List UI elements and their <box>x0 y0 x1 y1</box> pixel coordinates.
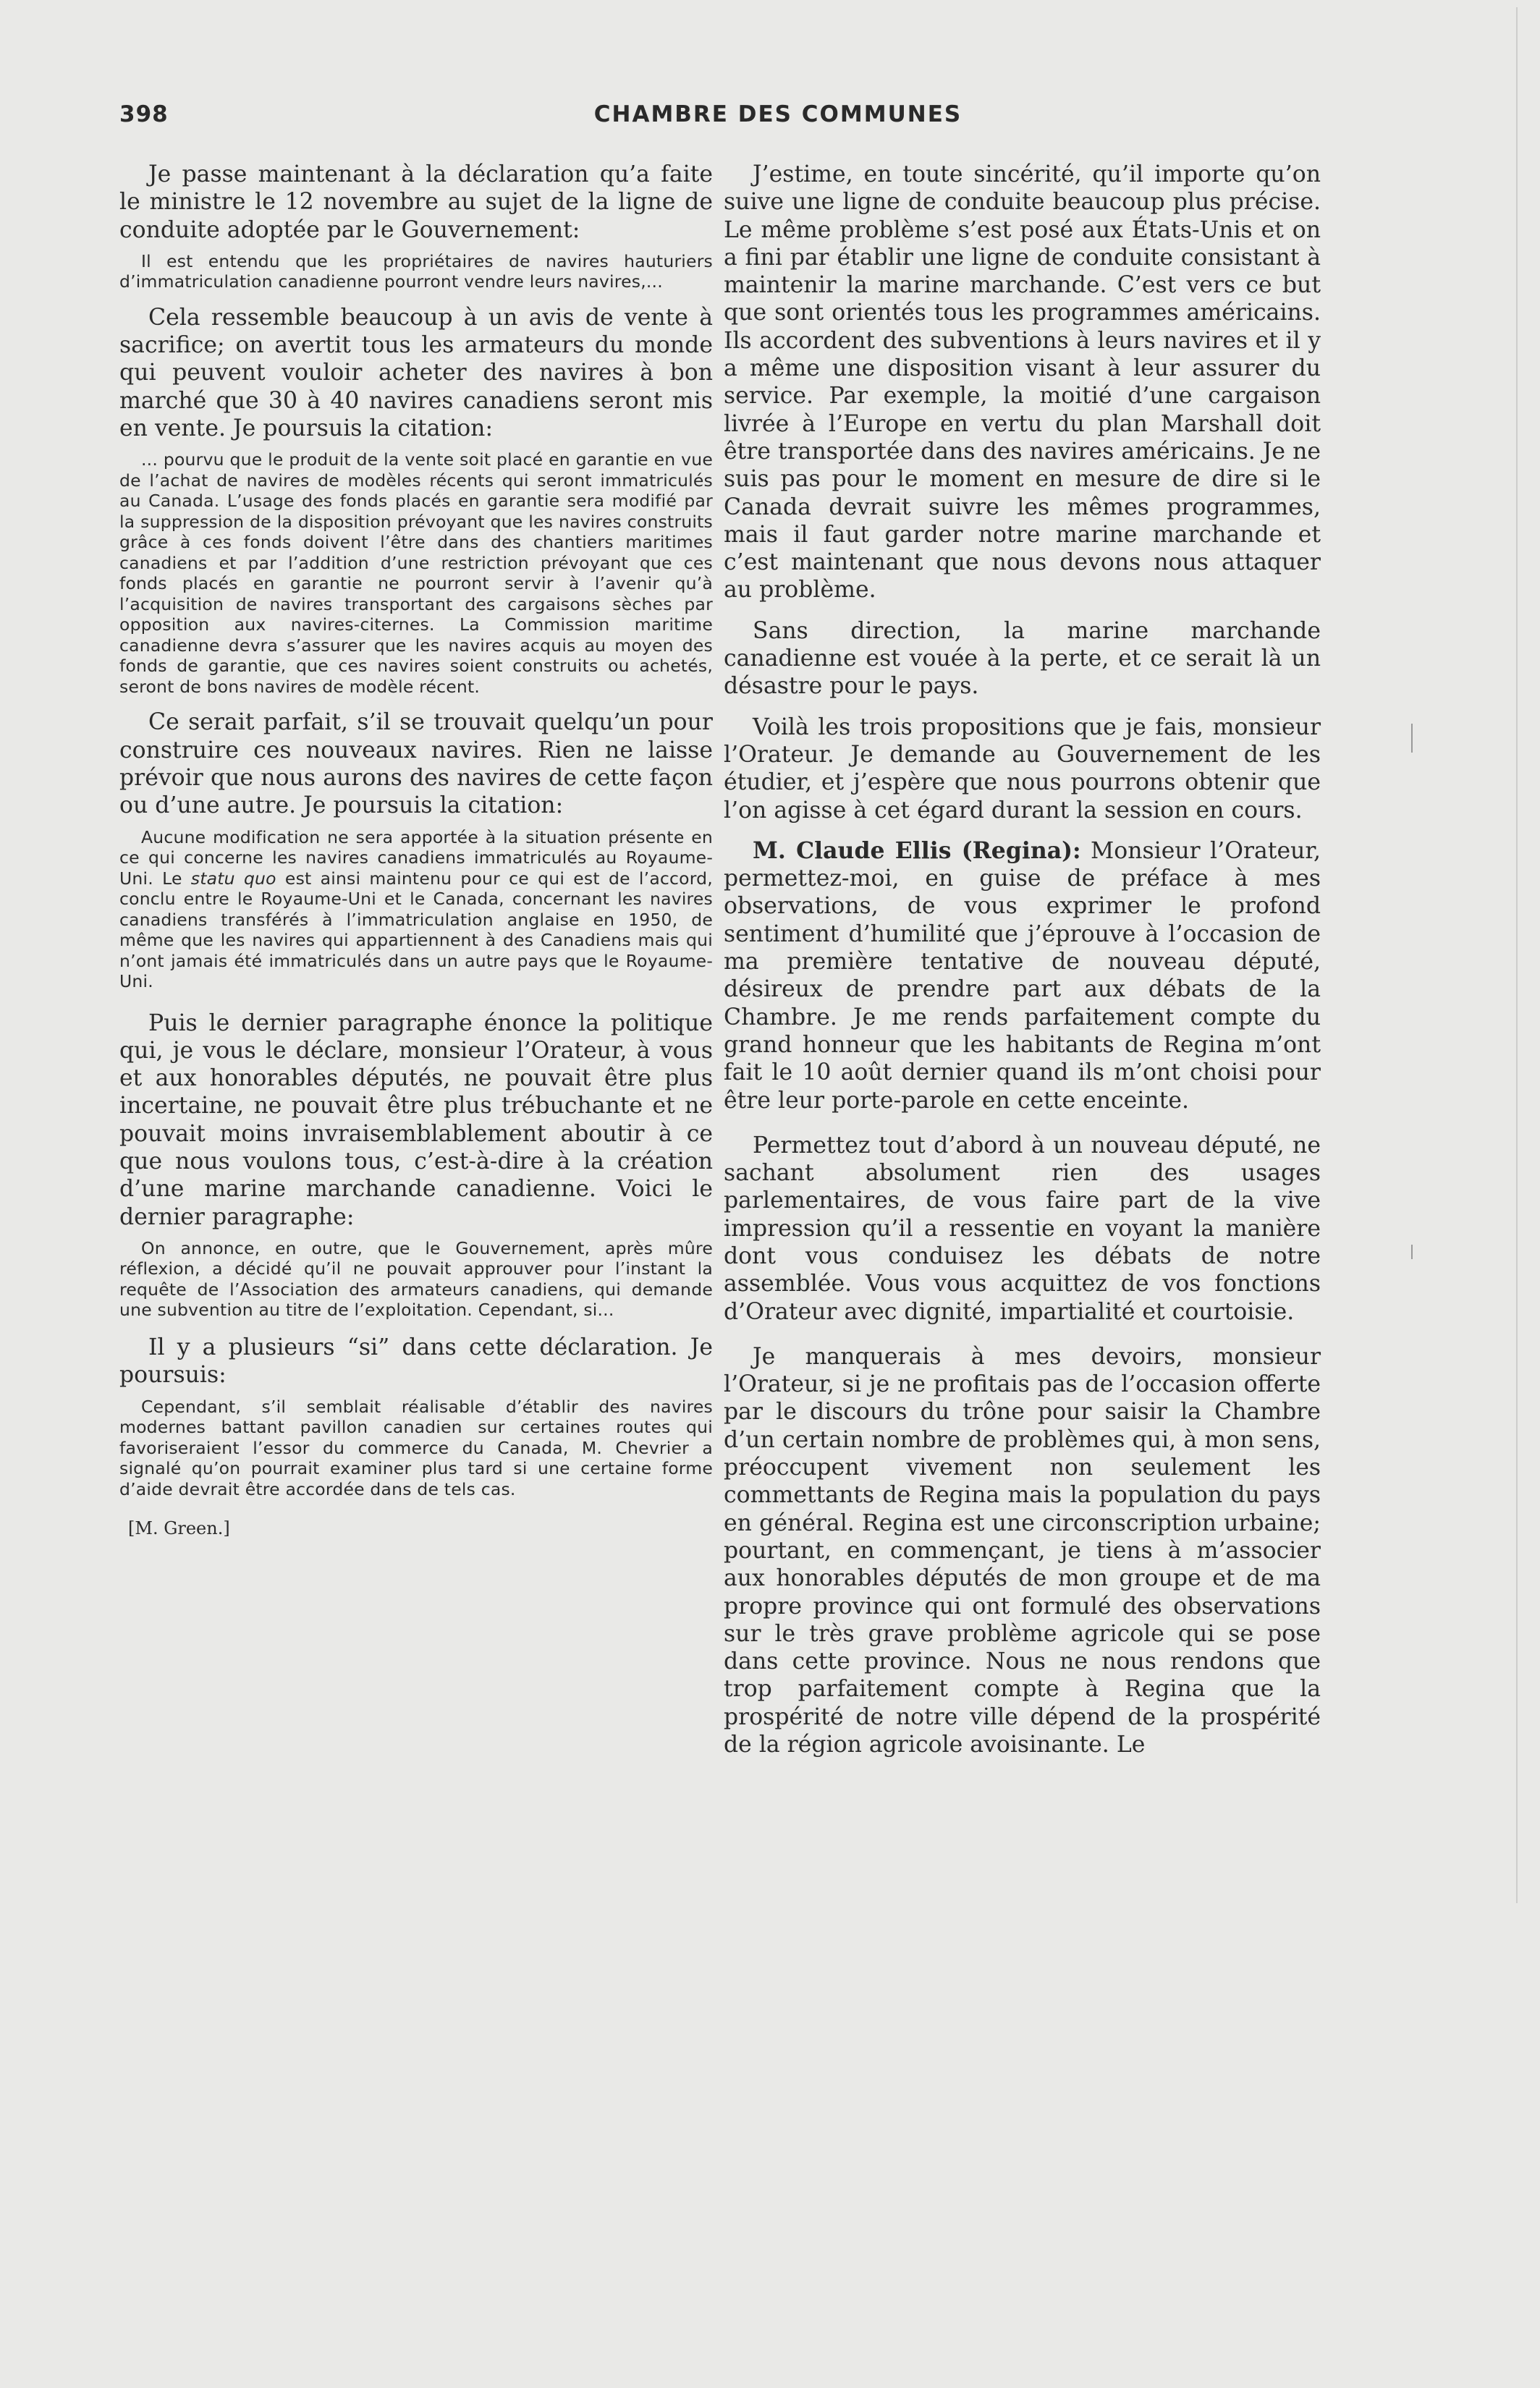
paragraph-text: Monsieur l’Orateur, permettez-moi, en guise de préface à mes observations, de vous exprimer le profond sentiment d’humilité que j’éprouve à l’occasion de ma première tentative de nouveau député, désireux de prendre part aux débats de la Chambre. Je me rends parfaitement compte du grand honneur que les habitants de Regina m’ont fait le 10 août dernier quand ils m’ont choisi pour être leur porte-parole en cette enceinte. <box>724 837 1321 1114</box>
paragraph: Puis le dernier paragraphe énonce la politique qui, je vous le déclare, monsieur l’Orateur, à vous et aux honorables députés, ne pouvait être plus incertaine, ne pouvait être plus trébuchante et ne pouvait moins invraisemblablement aboutir à ce que nous voulons tous, c’est-à-dire à la création d’une marine marchande canadienne. Voici le dernier paragraphe: <box>119 1009 713 1230</box>
margin-mark <box>1411 724 1413 753</box>
running-head <box>119 101 1437 137</box>
paragraph: J’estime, en toute sincérité, qu’il importe qu’on suive une ligne de conduite beaucoup plus précise. Le même problème s’est posé aux États-Unis et on a fini par établir une ligne de conduite consistant à maintenir la marine marchande. C’est vers ce but que sont orientés tous les programmes américains. Ils accordent des subventions à leurs navires et il y a même une disposition visant à leur assurer du service. Par exemple, la moitié d’une cargaison livrée à l’Europe en vertu du plan Marshall doit être transportée dans des navires américains. Je ne suis pas pour le moment en mesure de dire si le Canada devrait suivre les mêmes programmes, mais il faut garder notre marine marchande et c’est maintenant que nous devons nous attaquer au problème. <box>724 161 1321 604</box>
paragraph: Cela ressemble beaucoup à un avis de vente à sacrifice; on avertit tous les armateurs du monde qui peuvent vouloir acheter des navires à bon marché que 30 à 40 navires canadiens seront mis en vente. Je poursuis la citation: <box>119 304 713 442</box>
margin-mark <box>1516 7 1518 1903</box>
speaker-attribution: [M. Green.] <box>128 1518 230 1539</box>
paragraph: Je manquerais à mes devoirs, monsieur l’Orateur, si je ne profitais pas de l’occasion offerte par le discours du trône pour saisir la Chambre d’un certain nombre de problèmes qui, à mon sens, préoccupent vivement non seulement les commettants de Regina mais la population du pays en général. Regina est une circonscription urbaine; pourtant, en commençant, je tiens à m’associer aux honorables députés de mon groupe et de ma propre province qui ont formulé des observations sur le très grave problème agricole qui se pose dans cette province. Nous ne nous rendons que trop parfaitement compte à Regina que la prospérité de notre ville dépend de la prospérité de la région agricole avoisinante. Le <box>724 1343 1321 1758</box>
paragraph: Voilà les trois propositions que je fais, monsieur l’Orateur. Je demande au Gouvernement de les étudier, et j’espère que nous pourrons obtenir que l’on agisse à cet égard durant la session en cours. <box>724 714 1321 823</box>
right-column <box>724 161 1321 1758</box>
quotation <box>119 827 713 992</box>
paragraph: Je passe maintenant à la déclaration qu’a faite le ministre le 12 novembre au sujet de la ligne de conduite adoptée par le Gouvernement: <box>119 161 713 243</box>
paragraph: Sans direction, la marine marchande canadienne est vouée à la perte, et ce serait là un désastre pour le pays. <box>724 617 1321 700</box>
quotation: ... pourvu que le produit de la vente soit placé en garantie en vue de l’achat de navires de modèles récents qui seront immatriculés au Canada. L’usage des fonds placés en garantie sera modifié par la suppression de la disposition prévoyant que les navires construits grâce à ces fonds doivent l’être dans des chantiers maritimes canadiens et par l’addition d’une restriction prévoyant que ces fonds placés en garantie ne pourront servir à l’avenir qu’à l’acquisition de navires transportant des cargaisons sèches par opposition aux navires-citernes. La Commission maritime canadienne devra s’assurer que les navires acquis au moyen des fonds de garantie, que ces navires soient construits ou achetés, seront de bons navires de modèle récent. <box>119 449 713 697</box>
quotation-text: Aucune modification ne sera apportée à la situation présente en ce qui concerne les navires canadiens immatriculés au Royaume-Uni. Le <box>119 826 713 889</box>
left-column <box>119 161 713 1538</box>
quotation: On annonce, en outre, que le Gouvernement, après mûre réflexion, a décidé qu’il ne pouvait approuver pour l’instant la requête de l’Association des armateurs canadiens, qui demande une subvention au titre de l’exploitation. Cependant, si... <box>119 1237 713 1321</box>
quotation-text: est ainsi maintenu pour ce qui est de l’accord, conclu entre le Royaume-Uni et le Canada, concernant les navires canadiens transférés à l’immatriculation anglaise en 1950, de même que les navires qui appartiennent à des Canadiens mais qui n’ont jamais été immatriculés dans un autre pays que le Royaume-Uni. <box>119 868 713 992</box>
paragraph: Permettez tout d’abord à un nouveau député, ne sachant absolument rien des usages parlementaires, de vous faire part de la vive impression qu’il a ressentie en voyant la manière dont vous conduisez les débats de notre assemblée. Vous vous acquittez de vos fonctions d’Orateur avec dignité, impartialité et courtoisie. <box>724 1132 1321 1325</box>
quotation: Il est entendu que les propriétaires de navires hauturiers d’immatriculation canadienne pourront vendre leurs navires,... <box>119 250 713 292</box>
paragraph <box>724 837 1321 1114</box>
page-header-title: CHAMBRE DES COMMUNES <box>593 101 962 127</box>
page-number: 398 <box>119 101 169 127</box>
paragraph: Ce serait parfait, s’il se trouvait quelqu’un pour construire ces nouveaux navires. Rien ne laisse prévoir que nous aurons des navires de cette façon ou d’une autre. Je poursuis la citation: <box>119 709 713 819</box>
paragraph: Il y a plusieurs “si” dans cette déclaration. Je poursuis: <box>119 1334 713 1389</box>
quotation: Cependant, s’il semblait réalisable d’établir des navires modernes battant pavillon canadien sur certaines routes qui favoriseraient l’essor du commerce du Canada, M. Chevrier a signalé qu’on pourrait examiner plus tard si une certaine forme d’aide devrait être accordée dans de tels cas. <box>119 1396 713 1499</box>
latin-phrase: statu quo <box>190 868 276 889</box>
margin-mark <box>1411 1245 1413 1259</box>
speaker-name: M. Claude Ellis (Regina): <box>753 837 1081 864</box>
